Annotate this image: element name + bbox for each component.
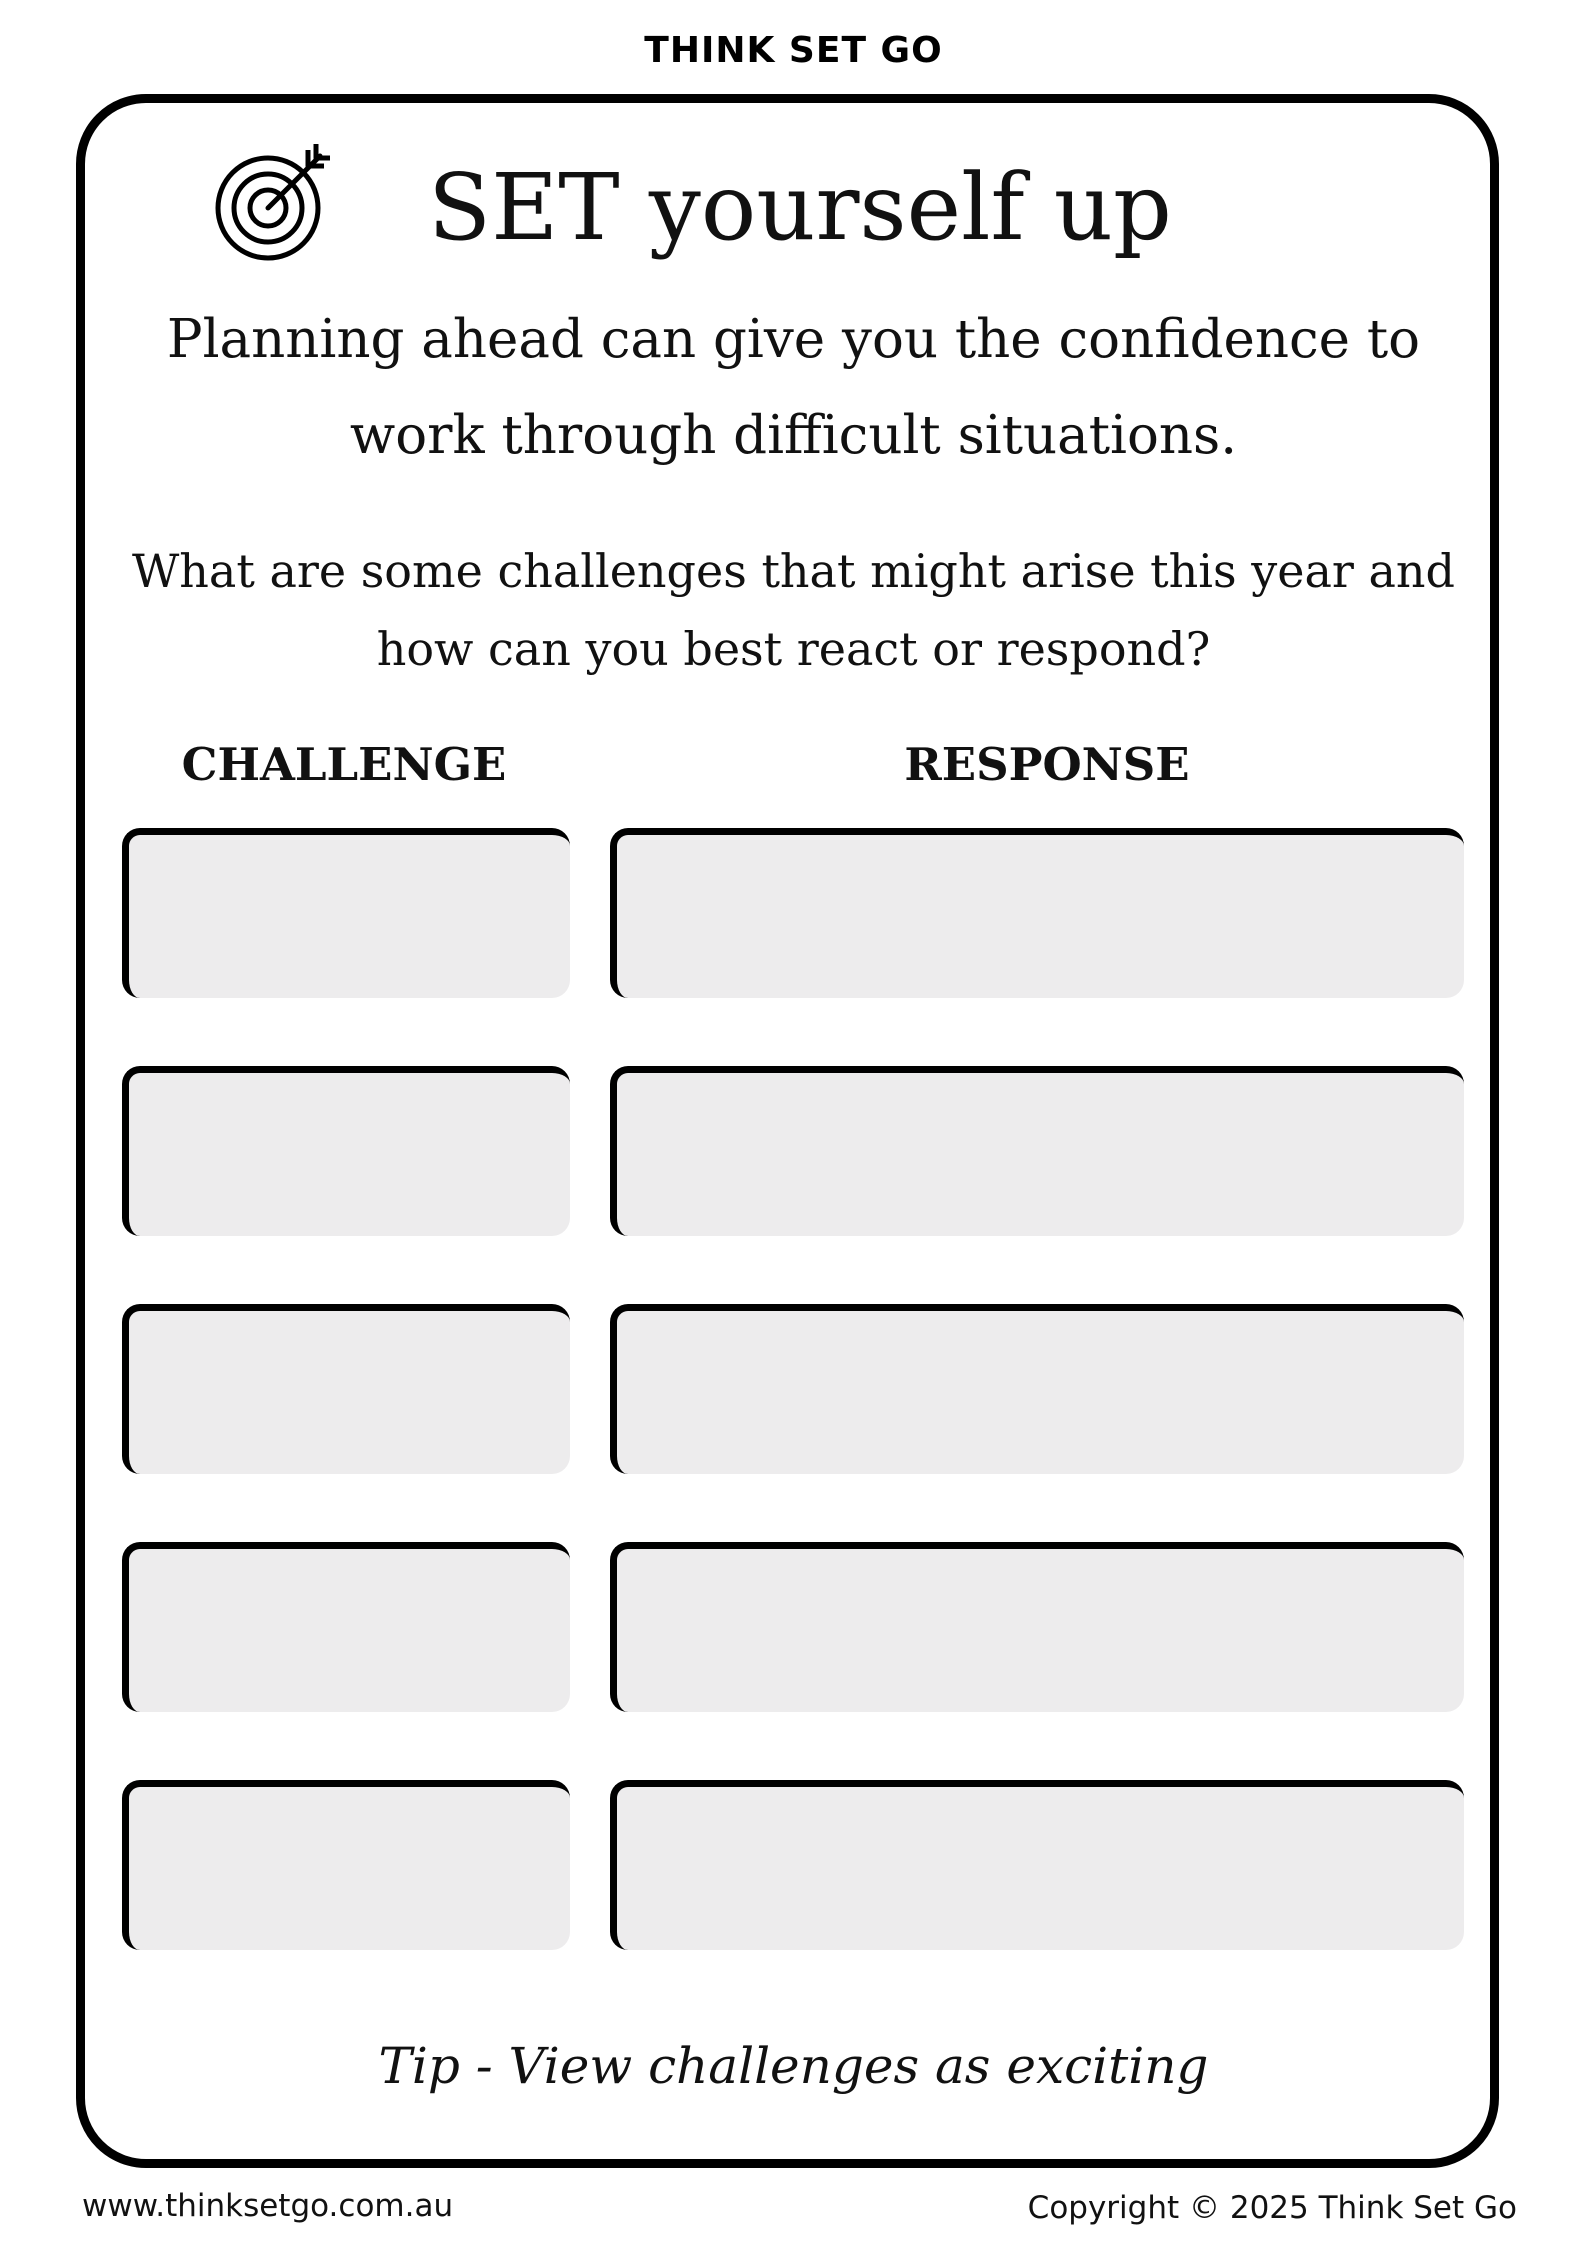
- challenge-box-2[interactable]: [122, 1066, 570, 1236]
- challenge-column-header: CHALLENGE: [181, 738, 507, 791]
- tip-text: Tip - View challenges as exciting: [378, 2037, 1209, 2095]
- intro-text: Planning ahead can give you the confidence to work through difficult situations.: [166, 309, 1421, 466]
- response-column-header: RESPONSE: [904, 738, 1190, 791]
- response-box-3[interactable]: [610, 1304, 1464, 1474]
- response-box-2[interactable]: [610, 1066, 1464, 1236]
- response-box-1[interactable]: [610, 828, 1464, 998]
- target-icon: [212, 140, 336, 264]
- challenge-box-1[interactable]: [122, 828, 570, 998]
- page-title: SET yourself up: [428, 154, 1172, 261]
- question-text: What are some challenges that might arise this year and how can you best react or respond?: [132, 544, 1455, 676]
- challenge-box-4[interactable]: [122, 1542, 570, 1712]
- response-box-5[interactable]: [610, 1780, 1464, 1950]
- challenge-box-3[interactable]: [122, 1304, 570, 1474]
- copyright-notice: Copyright © 2025 Think Set Go: [1027, 2190, 1517, 2226]
- website-link[interactable]: www.thinksetgo.com.au: [82, 2188, 454, 2224]
- response-box-4[interactable]: [610, 1542, 1464, 1712]
- brand-logo: THINK SET GO: [644, 30, 943, 71]
- challenge-box-5[interactable]: [122, 1780, 570, 1950]
